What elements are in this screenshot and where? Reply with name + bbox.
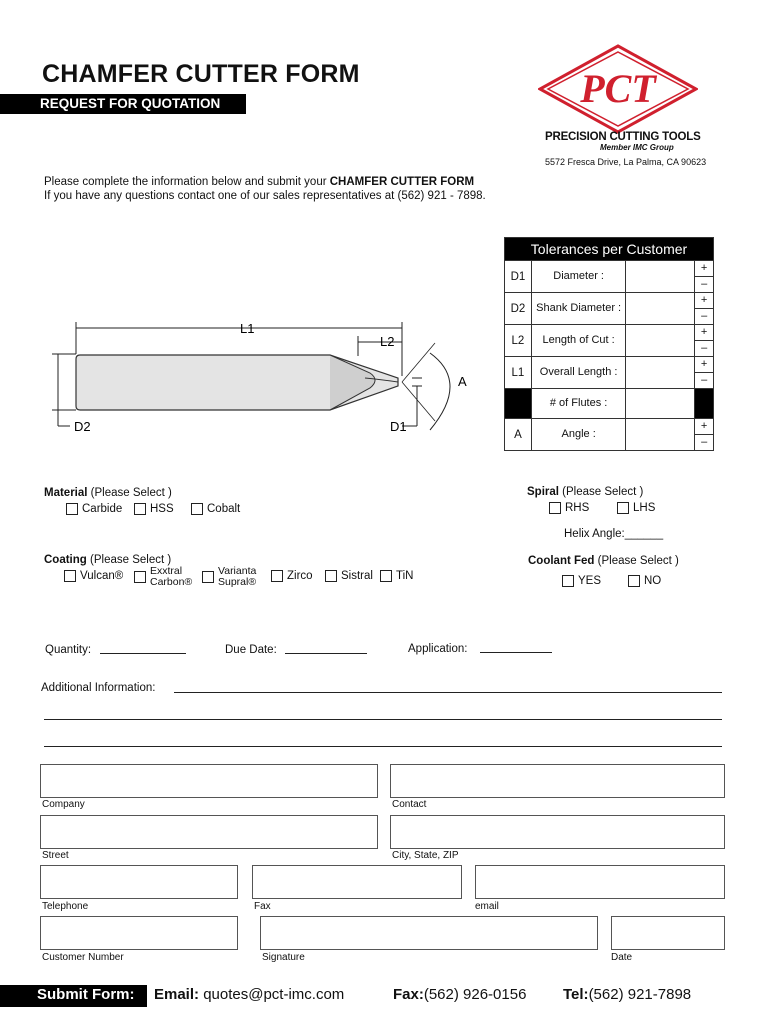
company-input[interactable]	[40, 764, 378, 798]
street-label: Street	[42, 850, 69, 861]
date-input[interactable]	[611, 916, 725, 950]
tol-code: L1	[505, 357, 532, 389]
tol-value-input[interactable]	[626, 261, 695, 293]
tol-code	[505, 389, 532, 419]
minus-sign: –	[701, 342, 708, 354]
fax-label: Fax:	[393, 986, 424, 1003]
submit-label: Submit Form:	[37, 986, 135, 1003]
coolant-option-no[interactable]	[628, 575, 661, 587]
footer-fax	[393, 986, 526, 1003]
email-value: quotes@pct-imc.com	[203, 986, 345, 1003]
city-input[interactable]	[390, 815, 725, 849]
intro-line1-bold: CHAMFER CUTTER FORM	[329, 176, 475, 188]
option-label: Carbide	[82, 503, 123, 516]
tol-plus-minus[interactable]	[695, 357, 714, 389]
tel-value: (562) 921-7898	[588, 986, 692, 1003]
company-label: Company	[42, 799, 85, 810]
coating-option-varianta	[218, 566, 256, 588]
fax-label: Fax	[254, 901, 271, 912]
coating-label: Coating	[44, 554, 87, 566]
option-label: Varianta	[218, 565, 257, 577]
customer-number-input[interactable]	[40, 916, 238, 950]
company-address: 5572 Fresca Drive, La Palma, CA 90623	[545, 157, 707, 167]
fax-input[interactable]	[252, 865, 462, 899]
date-label: Date	[611, 952, 633, 963]
option-label: Zirco	[287, 570, 313, 583]
coolant-option-yes[interactable]	[562, 575, 601, 587]
coating-option-zirco[interactable]	[271, 570, 313, 582]
tolerances-table	[504, 237, 714, 451]
company-name: PRECISION CUTTING TOOLS	[545, 131, 701, 143]
flutes-input[interactable]	[626, 389, 695, 419]
form-title: CHAMFER CUTTER FORM	[42, 60, 360, 88]
tol-label: Diameter :	[531, 261, 626, 293]
coating-checkbox-exxtral[interactable]	[134, 571, 146, 583]
spiral-option-rhs[interactable]	[549, 502, 589, 514]
email-label: Email:	[154, 986, 200, 1003]
tol-code: D2	[505, 293, 532, 325]
option-label: RHS	[565, 502, 590, 515]
tol-label: Overall Length :	[531, 357, 626, 389]
tol-code: L2	[505, 325, 532, 357]
tol-blank	[695, 389, 714, 419]
footer-tel	[563, 986, 691, 1003]
coating-option-tin[interactable]	[380, 570, 413, 582]
option-label: Supral®	[218, 576, 257, 588]
quantity-label: Quantity:	[45, 644, 92, 656]
checkbox[interactable]	[271, 570, 283, 582]
label-d1: D1	[390, 419, 407, 434]
due-date-field[interactable]	[285, 653, 367, 654]
subtitle-bar	[0, 94, 246, 114]
checkbox[interactable]	[628, 575, 640, 587]
minus-sign: –	[701, 310, 708, 322]
checkbox[interactable]	[549, 502, 561, 514]
additional-info-line[interactable]	[44, 746, 722, 747]
helix-angle[interactable]: Helix Angle:______	[564, 528, 664, 540]
tol-label: Shank Diameter :	[531, 293, 626, 325]
tol-plus-minus[interactable]	[695, 325, 714, 357]
plus-sign: +	[695, 325, 713, 341]
application-label: Application:	[408, 643, 468, 655]
label-a: A	[458, 374, 467, 389]
plus-sign: +	[695, 419, 713, 435]
due-date-label: Due Date:	[225, 644, 277, 656]
tol-label: # of Flutes :	[531, 389, 626, 419]
option-label: YES	[578, 575, 602, 588]
footer-email[interactable]	[154, 986, 344, 1003]
checkbox[interactable]	[64, 570, 76, 582]
option-label: Carbon®	[150, 576, 193, 588]
tolerances-title: Tolerances per Customer	[505, 238, 714, 261]
fax-value: (562) 926-0156	[423, 986, 527, 1003]
coolant-label: Coolant Fed	[528, 555, 595, 567]
tol-value-input[interactable]	[626, 325, 695, 357]
spiral-heading	[527, 486, 643, 498]
option-label: Sistral	[341, 570, 373, 583]
material-label: Material	[44, 487, 88, 499]
pct-logo	[538, 44, 698, 134]
spiral-label: Spiral	[527, 486, 559, 498]
intro-line1-prefix: Please complete the information below and submit your	[44, 176, 330, 188]
intro-line2: If you have any questions contact one of our sales representatives at (562) 921 - 7898.	[44, 190, 486, 202]
plus-sign: +	[695, 357, 713, 373]
submit-form-button[interactable]	[0, 985, 147, 1007]
material-heading	[44, 487, 172, 499]
signature-label: Signature	[262, 952, 305, 963]
coating-option-vulcan[interactable]	[64, 570, 123, 582]
minus-sign: –	[701, 436, 708, 448]
email-label: email	[475, 901, 499, 912]
option-label: LHS	[633, 502, 656, 515]
option-label: Exxtral	[150, 565, 183, 577]
coolant-hint: (Please Select )	[597, 555, 679, 567]
plus-sign: +	[695, 293, 713, 309]
coolant-heading	[528, 555, 679, 567]
tol-value-input[interactable]	[626, 293, 695, 325]
intro-text	[44, 175, 486, 203]
coating-option-sistral[interactable]	[325, 570, 373, 582]
tol-label: Length of Cut :	[531, 325, 626, 357]
additional-info-label: Additional Information:	[41, 682, 156, 694]
checkbox[interactable]	[134, 503, 146, 515]
coating-hint: (Please Select )	[90, 554, 172, 566]
minus-sign: –	[701, 278, 708, 290]
label-l1: L1	[240, 321, 255, 336]
customer-number-label: Customer Number	[42, 952, 124, 963]
subtitle: REQUEST FOR QUOTATION	[40, 96, 221, 111]
tol-value-input[interactable]	[626, 419, 695, 451]
checkbox[interactable]	[617, 502, 629, 514]
contact-input[interactable]	[390, 764, 725, 798]
city-label: City, State, ZIP	[392, 850, 459, 861]
email-input[interactable]	[475, 865, 725, 899]
tol-code: D1	[505, 261, 532, 293]
checkbox[interactable]	[191, 503, 203, 515]
checkbox[interactable]	[325, 570, 337, 582]
tol-plus-minus[interactable]	[695, 261, 714, 293]
tel-label: Tel:	[563, 986, 589, 1003]
additional-info-line[interactable]	[174, 692, 722, 693]
coating-checkbox-varianta[interactable]	[202, 571, 214, 583]
telephone-label: Telephone	[42, 901, 89, 912]
tol-label: Angle :	[531, 419, 626, 451]
tol-code: A	[505, 419, 532, 451]
coating-option-exxtral	[150, 566, 192, 588]
company-member: Member IMC Group	[600, 143, 674, 152]
signature-input[interactable]	[260, 916, 598, 950]
material-option-cobalt[interactable]	[191, 503, 240, 515]
tol-value-input[interactable]	[626, 357, 695, 389]
additional-info-line[interactable]	[44, 719, 722, 720]
material-option-hss[interactable]	[134, 503, 174, 515]
material-option-carbide[interactable]	[66, 503, 122, 515]
spiral-option-lhs[interactable]	[617, 502, 655, 514]
quantity-field[interactable]	[100, 653, 186, 654]
spiral-hint: (Please Select )	[562, 486, 644, 498]
option-label: NO	[644, 575, 662, 588]
minus-sign: –	[701, 374, 708, 386]
chamfer-cutter-drawing	[40, 318, 480, 443]
application-field[interactable]	[480, 652, 552, 653]
label-l2: L2	[380, 334, 395, 349]
plus-sign: +	[695, 261, 713, 277]
checkbox[interactable]	[66, 503, 78, 515]
option-label: Cobalt	[207, 503, 241, 516]
checkbox[interactable]	[562, 575, 574, 587]
logo-text: PCT	[580, 66, 656, 111]
checkbox[interactable]	[380, 570, 392, 582]
option-label: TiN	[396, 570, 414, 583]
tol-plus-minus[interactable]	[695, 293, 714, 325]
street-input[interactable]	[40, 815, 378, 849]
label-d2: D2	[74, 419, 91, 434]
telephone-input[interactable]	[40, 865, 238, 899]
tol-plus-minus[interactable]	[695, 419, 714, 451]
contact-label: Contact	[392, 799, 427, 810]
option-label: Vulcan®	[80, 570, 124, 583]
option-label: HSS	[150, 503, 174, 516]
material-hint: (Please Select )	[90, 487, 172, 499]
